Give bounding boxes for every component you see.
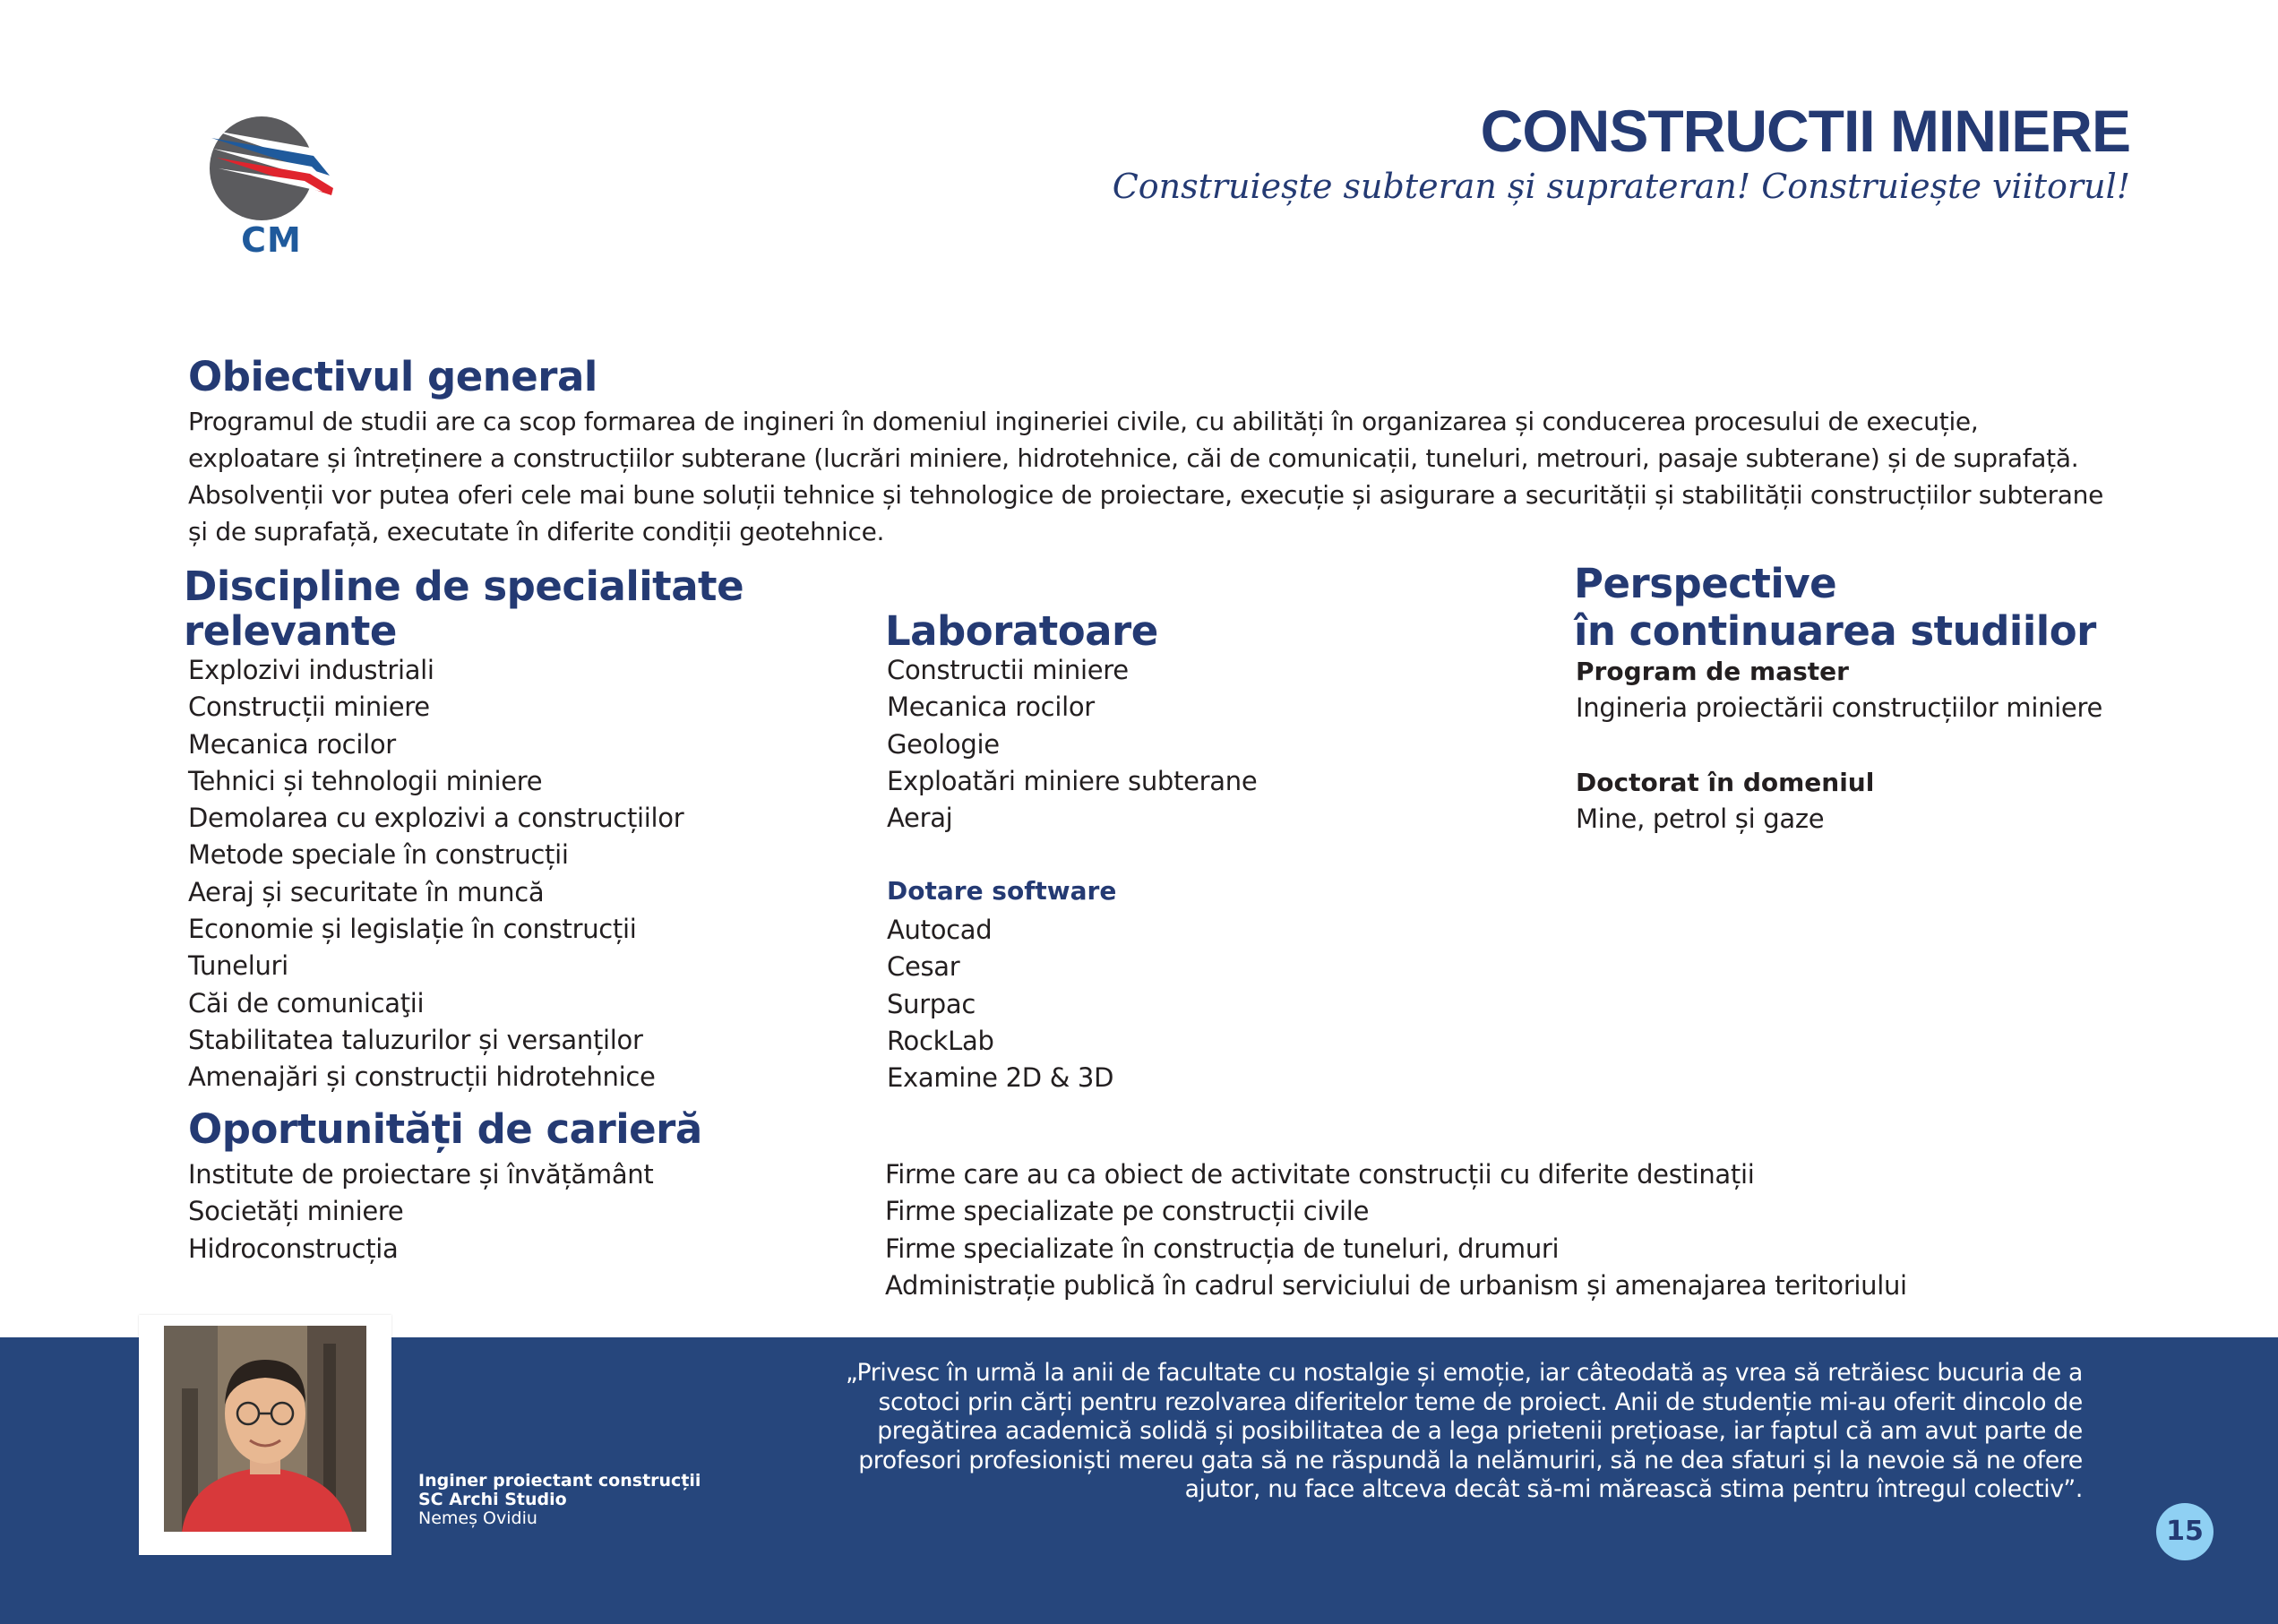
testimonial-company: SC Archi Studio — [418, 1490, 567, 1509]
careers-list-left — [188, 1156, 653, 1267]
list-item: Surpac — [887, 988, 976, 1019]
list-item: Stabilitatea taluzurilor și versanților — [188, 1024, 643, 1055]
page-subtitle: Construiește subteran și suprateran! Construiește viitorul! — [1112, 167, 2130, 206]
list-item: Căi de comunicaţii — [188, 987, 425, 1018]
list-item: Amenajări și construcții hidrotehnice — [188, 1061, 656, 1093]
person-photo — [164, 1326, 366, 1532]
list-item: Tuneluri — [188, 950, 288, 982]
list-item: Firme specializate în construcția de tuneluri, drumuri — [885, 1233, 1560, 1264]
software-heading: Dotare software — [887, 876, 1117, 906]
list-item: Metode speciale în construcții — [188, 839, 569, 871]
careers-heading: Oportunități de carieră — [188, 1105, 702, 1153]
testimonial-caption — [418, 1472, 701, 1528]
page-title: CONSTRUCTII MINIERE — [1480, 98, 2130, 164]
master-label: Program de master — [1576, 657, 1849, 686]
list-item: Mecanica rocilor — [887, 692, 1095, 723]
list-item: Exploatări miniere subterane — [887, 765, 1258, 796]
list-item: Examine 2D & 3D — [887, 1062, 1114, 1094]
testimonial-quote: „Privesc în urmă la anii de facultate cu nostalgie și emoție, iar câteodată aș vrea să retrăiesc bucuria de a scotoci prin cărți pentru rezolvarea diferitelor teme de proiect. Anii de studenție mi-au oferit dincolo de pregătirea academică solidă și posibilitatea de a lega prietenii prețioase, iar faptul că am avut parte de profesori profesioniști mereu gata să ne răspundă la nelămuriri, să ne dea sfaturi și la nevoie să ne ofere ajutor, nu face altceva decât să-mi mărească stima pentru întregul colectiv”. — [846, 1359, 2083, 1504]
labs-list — [887, 652, 1257, 837]
list-item: Economie și legislație în construcții — [188, 914, 637, 945]
labs-heading: Laboratoare — [885, 607, 1158, 655]
list-item: RockLab — [887, 1025, 994, 1056]
testimonial-photo — [139, 1315, 391, 1555]
software-list — [887, 912, 1113, 1096]
list-item: Firme care au ca obiect de activitate construcții cu diferite destinații — [885, 1159, 1755, 1190]
list-item: Aeraj — [887, 803, 953, 834]
list-item: Construcții miniere — [188, 692, 430, 723]
perspectives-heading-line2: în continuarea studiilor — [1574, 607, 2096, 655]
list-item: Hidroconstrucția — [188, 1233, 399, 1264]
phd-label: Doctorat în domeniul — [1576, 768, 1875, 797]
cm-logo — [199, 106, 344, 267]
list-item: Tehnici și tehnologii miniere — [188, 765, 543, 796]
logo-text: CM — [241, 220, 302, 260]
testimonial-name: Nemeș Ovidiu — [418, 1508, 537, 1528]
testimonial-role: Inginer proiectant construcții — [418, 1471, 701, 1491]
list-item: Constructii miniere — [887, 655, 1129, 685]
list-item: Institute de proiectare și învățământ — [188, 1159, 654, 1190]
list-item: Societăți miniere — [188, 1196, 404, 1227]
disciplines-heading-line2: relevante — [184, 607, 397, 655]
disciplines-list — [188, 652, 683, 1096]
list-item: Firme specializate pe construcții civile — [885, 1196, 1370, 1227]
list-item: Cesar — [887, 951, 960, 983]
phd-value: Mine, petrol și gaze — [1576, 803, 1825, 834]
page-number: 15 — [2156, 1503, 2214, 1560]
list-item: Autocad — [887, 915, 993, 945]
list-item: Administrație publică în cadrul serviciului de urbanism și amenajarea teritoriului — [885, 1269, 1907, 1301]
careers-list-right — [885, 1156, 1907, 1304]
list-item: Geologie — [887, 728, 1000, 760]
list-item: Explozivi industriali — [188, 655, 434, 685]
list-item: Aeraj și securitate în muncă — [188, 876, 545, 907]
cm-logo-mark — [199, 106, 344, 220]
list-item: Demolarea cu explozivi a construcțiilor — [188, 803, 684, 834]
perspectives-heading-line1: Perspective — [1574, 560, 1837, 607]
list-item: Mecanica rocilor — [188, 728, 396, 760]
master-value: Ingineria proiectării construcțiilor miniere — [1576, 692, 2102, 723]
objective-heading: Obiectivul general — [188, 353, 597, 400]
disciplines-heading-line1: Discipline de specialitate — [184, 563, 744, 610]
objective-text: Programul de studii are ca scop formarea de ingineri în domeniul ingineriei civile, cu abilități în organizarea și conducerea procesului de execuție, exploatare și întreținere a construcțiilor subterane (lucrări miniere, hidrotehnice, căi de comunicații, tuneluri, metrouri, pasaje subterane) și de suprafață. Absolvenții vor putea oferi cele mai bune soluții tehnice și tehnologice de proiectare, execuție și asigurare a securității și stabilității construcțiilor subterane și de suprafață, executate în diferite condiții geotehnice. — [188, 407, 2104, 546]
